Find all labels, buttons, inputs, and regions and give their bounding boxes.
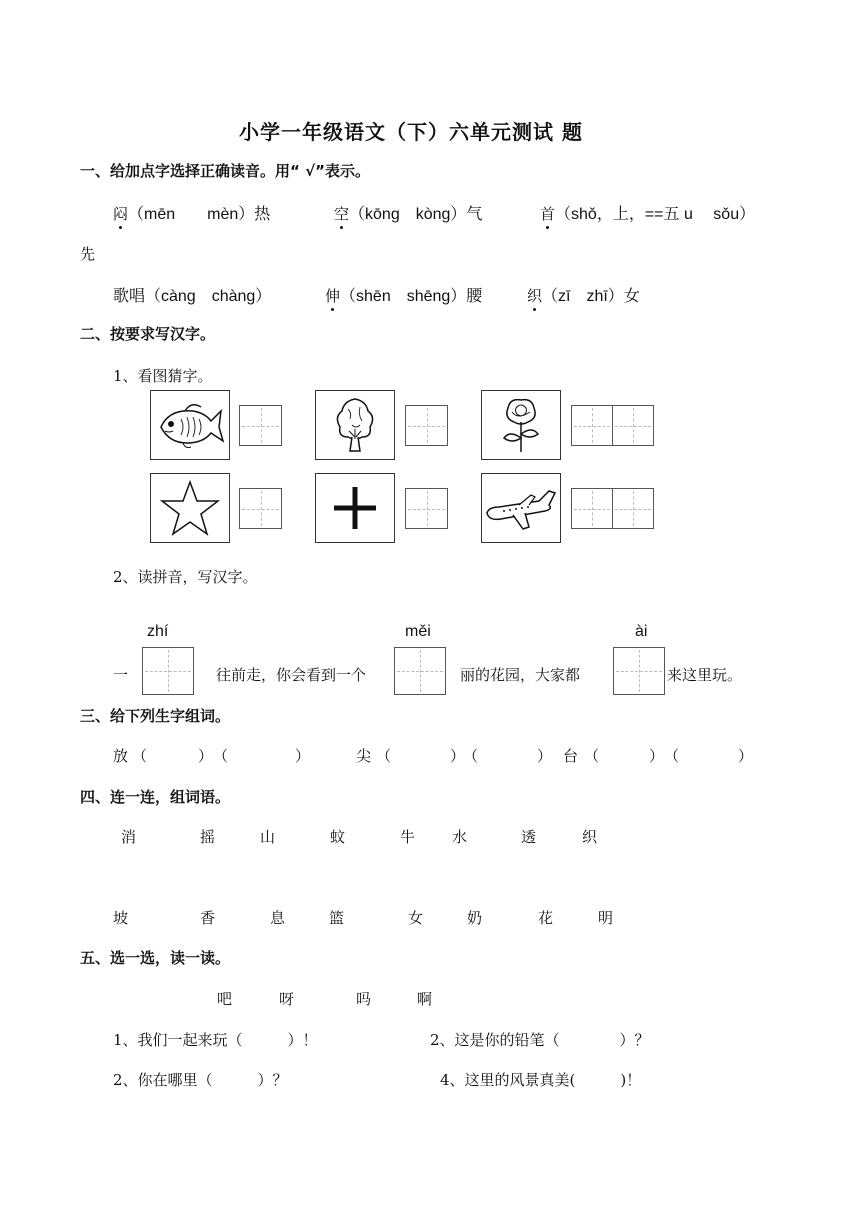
sentence-part: 丽的花园，大家都 bbox=[460, 666, 581, 684]
dotted-char: 织 bbox=[527, 287, 543, 305]
dotted-char: 闷 bbox=[113, 205, 129, 223]
match-char-top[interactable]: 透 bbox=[521, 828, 537, 846]
match-char-bottom[interactable]: 明 bbox=[598, 909, 614, 927]
option-word: 吧 bbox=[217, 990, 233, 1008]
question-1-item-3-wrap: 先 bbox=[80, 245, 96, 263]
pinyin-label: měi bbox=[405, 623, 431, 640]
close-paren: ） bbox=[198, 747, 214, 765]
match-char-bottom[interactable]: 坡 bbox=[113, 909, 129, 927]
writing-grid[interactable] bbox=[239, 488, 282, 529]
writing-grid[interactable] bbox=[571, 405, 654, 446]
writing-grid[interactable] bbox=[571, 488, 654, 529]
close-paren: ） bbox=[738, 747, 754, 765]
match-char-top[interactable]: 蚊 bbox=[330, 828, 346, 846]
section-5-heading: 五、选一选，读一读。 bbox=[80, 949, 231, 967]
plus-picture bbox=[315, 473, 395, 543]
pinyin-label: ài bbox=[635, 623, 648, 640]
airplane-picture bbox=[481, 473, 561, 543]
open-paren: （ bbox=[376, 747, 392, 765]
match-char-bottom[interactable]: 花 bbox=[538, 909, 554, 927]
writing-grid[interactable] bbox=[405, 405, 448, 446]
sentence-part: 来这里玩。 bbox=[667, 666, 743, 684]
star-picture bbox=[150, 473, 230, 543]
close-paren: ） bbox=[450, 747, 466, 765]
match-char-top[interactable]: 水 bbox=[452, 828, 468, 846]
word-char: 尖 bbox=[356, 747, 372, 765]
option-word: 呀 bbox=[279, 990, 295, 1008]
section-1-heading: 一、给加点字选择正确读音。用“ √”表示。 bbox=[80, 162, 370, 180]
fill-question-1: 1、我们一起来玩（ ）！ bbox=[113, 1031, 318, 1049]
match-char-bottom[interactable]: 篮 bbox=[329, 909, 345, 927]
dotted-char: 空 bbox=[334, 205, 350, 223]
fish-icon bbox=[155, 397, 225, 453]
match-char-top[interactable]: 消 bbox=[121, 828, 137, 846]
answer-box[interactable] bbox=[394, 647, 446, 695]
pinyin-label: zhí bbox=[147, 623, 169, 640]
option-word: 啊 bbox=[417, 990, 433, 1008]
match-char-top[interactable]: 牛 bbox=[400, 828, 416, 846]
pinyin-options: （kōng kòng）气 bbox=[349, 206, 483, 223]
fill-question-2: 2、这是你的铅笔（ ）？ bbox=[430, 1031, 650, 1049]
section-2-sub-1: 1、看图猜字。 bbox=[113, 367, 213, 385]
fill-question-4: 4、这里的风景真美( )！ bbox=[440, 1071, 642, 1089]
match-char-bottom[interactable]: 女 bbox=[408, 909, 424, 927]
question-1-item-3 bbox=[540, 201, 755, 224]
tree-picture bbox=[315, 390, 395, 460]
close-paren: ） bbox=[537, 747, 553, 765]
match-char-top[interactable]: 摇 bbox=[200, 828, 216, 846]
answer-box[interactable] bbox=[142, 647, 194, 695]
question-1-item-6 bbox=[527, 283, 640, 306]
section-3-heading: 三、给下列生字组词。 bbox=[80, 707, 231, 725]
close-paren: ） bbox=[649, 747, 665, 765]
open-paren: （ bbox=[213, 747, 229, 765]
open-paren: （ bbox=[132, 747, 148, 765]
question-1-item-4 bbox=[113, 283, 271, 306]
airplane-icon bbox=[483, 483, 559, 533]
match-char-top[interactable]: 山 bbox=[260, 828, 276, 846]
fish-picture bbox=[150, 390, 230, 460]
pinyin-options: （mēn mèn）热 bbox=[128, 206, 271, 223]
page-title: 小学一年级语文（下）六单元测试 题 bbox=[239, 120, 583, 144]
dotted-char: 首 bbox=[540, 205, 556, 223]
question-1-item-1 bbox=[113, 201, 270, 224]
section-4-heading: 四、连一连，组词语。 bbox=[80, 788, 231, 806]
pinyin-options: （shēn shēng）腰 bbox=[340, 288, 483, 305]
section-2-sub-2: 2、读拼音，写汉字。 bbox=[113, 568, 258, 586]
tree-icon bbox=[330, 395, 380, 455]
pinyin-options: 歌唱（càng chàng） bbox=[113, 288, 272, 305]
word-char: 放 bbox=[113, 747, 129, 765]
writing-grid[interactable] bbox=[405, 488, 448, 529]
sentence-part: 往前走，你会看到一个 bbox=[216, 666, 367, 684]
section-2-heading: 二、按要求写汉字。 bbox=[80, 325, 216, 343]
match-char-top[interactable]: 织 bbox=[582, 828, 598, 846]
word-char: 台 bbox=[563, 747, 579, 765]
question-1-item-5 bbox=[325, 283, 482, 306]
answer-box[interactable] bbox=[613, 647, 665, 695]
match-char-bottom[interactable]: 香 bbox=[200, 909, 216, 927]
rose-icon bbox=[496, 394, 546, 456]
writing-grid[interactable] bbox=[239, 405, 282, 446]
fill-question-3: 2、你在哪里（ ）？ bbox=[113, 1071, 288, 1089]
plus-icon bbox=[330, 483, 380, 533]
match-char-bottom[interactable]: 奶 bbox=[467, 909, 483, 927]
rose-picture bbox=[481, 390, 561, 460]
pinyin-options: （shǒ，上，==五 u sǒu） bbox=[555, 206, 756, 223]
open-paren: （ bbox=[463, 747, 479, 765]
dotted-char: 伸 bbox=[325, 287, 341, 305]
open-paren: （ bbox=[584, 747, 600, 765]
close-paren: ） bbox=[295, 747, 311, 765]
question-1-item-2 bbox=[334, 201, 482, 224]
pinyin-options: （zī zhī）女 bbox=[542, 288, 640, 305]
open-paren: （ bbox=[664, 747, 680, 765]
option-word: 吗 bbox=[356, 990, 372, 1008]
star-icon bbox=[158, 478, 222, 538]
sentence-part: 一 bbox=[113, 666, 129, 684]
match-char-bottom[interactable]: 息 bbox=[270, 909, 286, 927]
